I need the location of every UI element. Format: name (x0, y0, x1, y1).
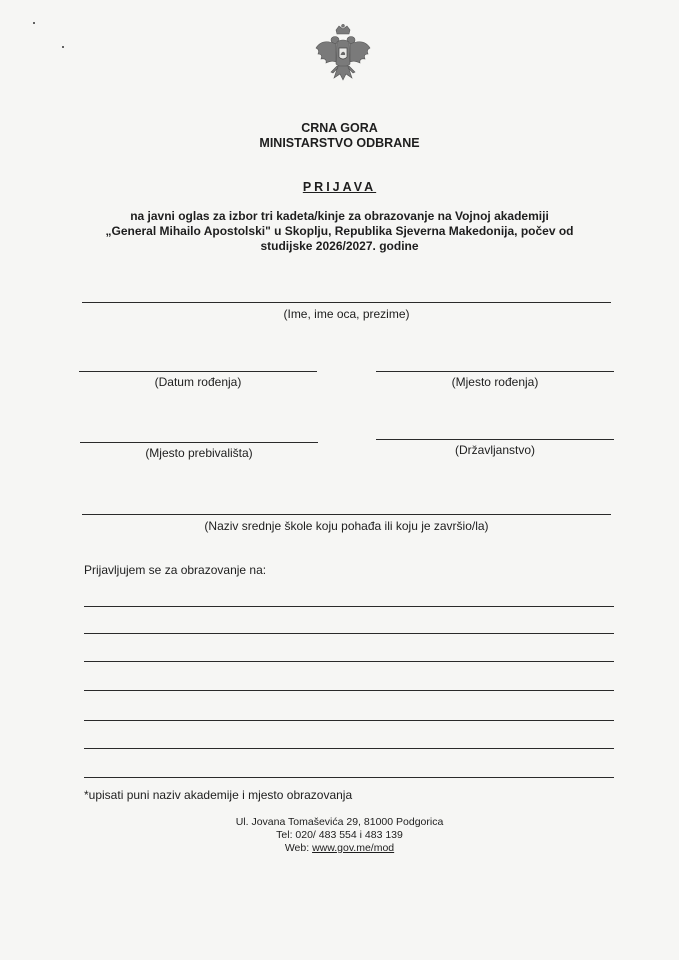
header-ministry: MINISTARSTVO ODBRANE (259, 136, 420, 150)
header-country: CRNA GORA (301, 121, 378, 135)
citizenship-line[interactable] (376, 439, 614, 440)
form-title: PRIJAVA (302, 180, 377, 194)
application-line[interactable] (84, 661, 614, 662)
full-name-caption: (Ime, ime oca, prezime) (283, 307, 410, 321)
footer-web-link[interactable]: www.gov.me/mod (312, 842, 395, 854)
form-subtitle-line3: studijske 2026/2027. godine (260, 239, 419, 253)
form-subtitle-line1: na javni oglas za izbor tri kadeta/kinje za obrazovanje na Vojnoj akademiji (130, 209, 549, 223)
application-line[interactable] (84, 777, 614, 778)
application-line[interactable] (84, 690, 614, 691)
birth-place-line[interactable] (376, 371, 614, 372)
coat-of-arms-icon (312, 24, 374, 86)
form-subtitle-line2: „General Mihailo Apostolski" u Skoplju, Republika Sjeverna Makedonija, počev od (105, 224, 574, 238)
application-line[interactable] (84, 606, 614, 607)
application-line[interactable] (84, 748, 614, 749)
application-line[interactable] (84, 720, 614, 721)
birth-date-caption: (Datum rođenja) (154, 375, 242, 389)
application-label: Prijavljujem se za obrazovanje na: (84, 563, 267, 577)
school-caption: (Naziv srednje škole koju pohađa ili koju je završio/la) (204, 519, 489, 533)
birth-place-caption: (Mjesto rođenja) (451, 375, 539, 389)
scan-speck (62, 46, 64, 48)
application-footnote: *upisati puni naziv akademije i mjesto obrazovanja (84, 788, 353, 802)
residence-caption: (Mjesto prebivališta) (145, 446, 253, 460)
residence-line[interactable] (80, 442, 318, 443)
footer-web (0, 842, 679, 855)
birth-date-line[interactable] (79, 371, 317, 372)
footer-address: Ul. Jovana Tomaševića 29, 81000 Podgorica (235, 816, 444, 828)
scan-speck (33, 22, 35, 24)
school-line[interactable] (82, 514, 611, 515)
full-name-line[interactable] (82, 302, 611, 303)
footer-phone: Tel: 020/ 483 554 i 483 139 (276, 829, 403, 841)
footer-web-label: Web: (284, 842, 313, 854)
citizenship-caption: (Državljanstvo) (454, 443, 535, 457)
application-line[interactable] (84, 633, 614, 634)
